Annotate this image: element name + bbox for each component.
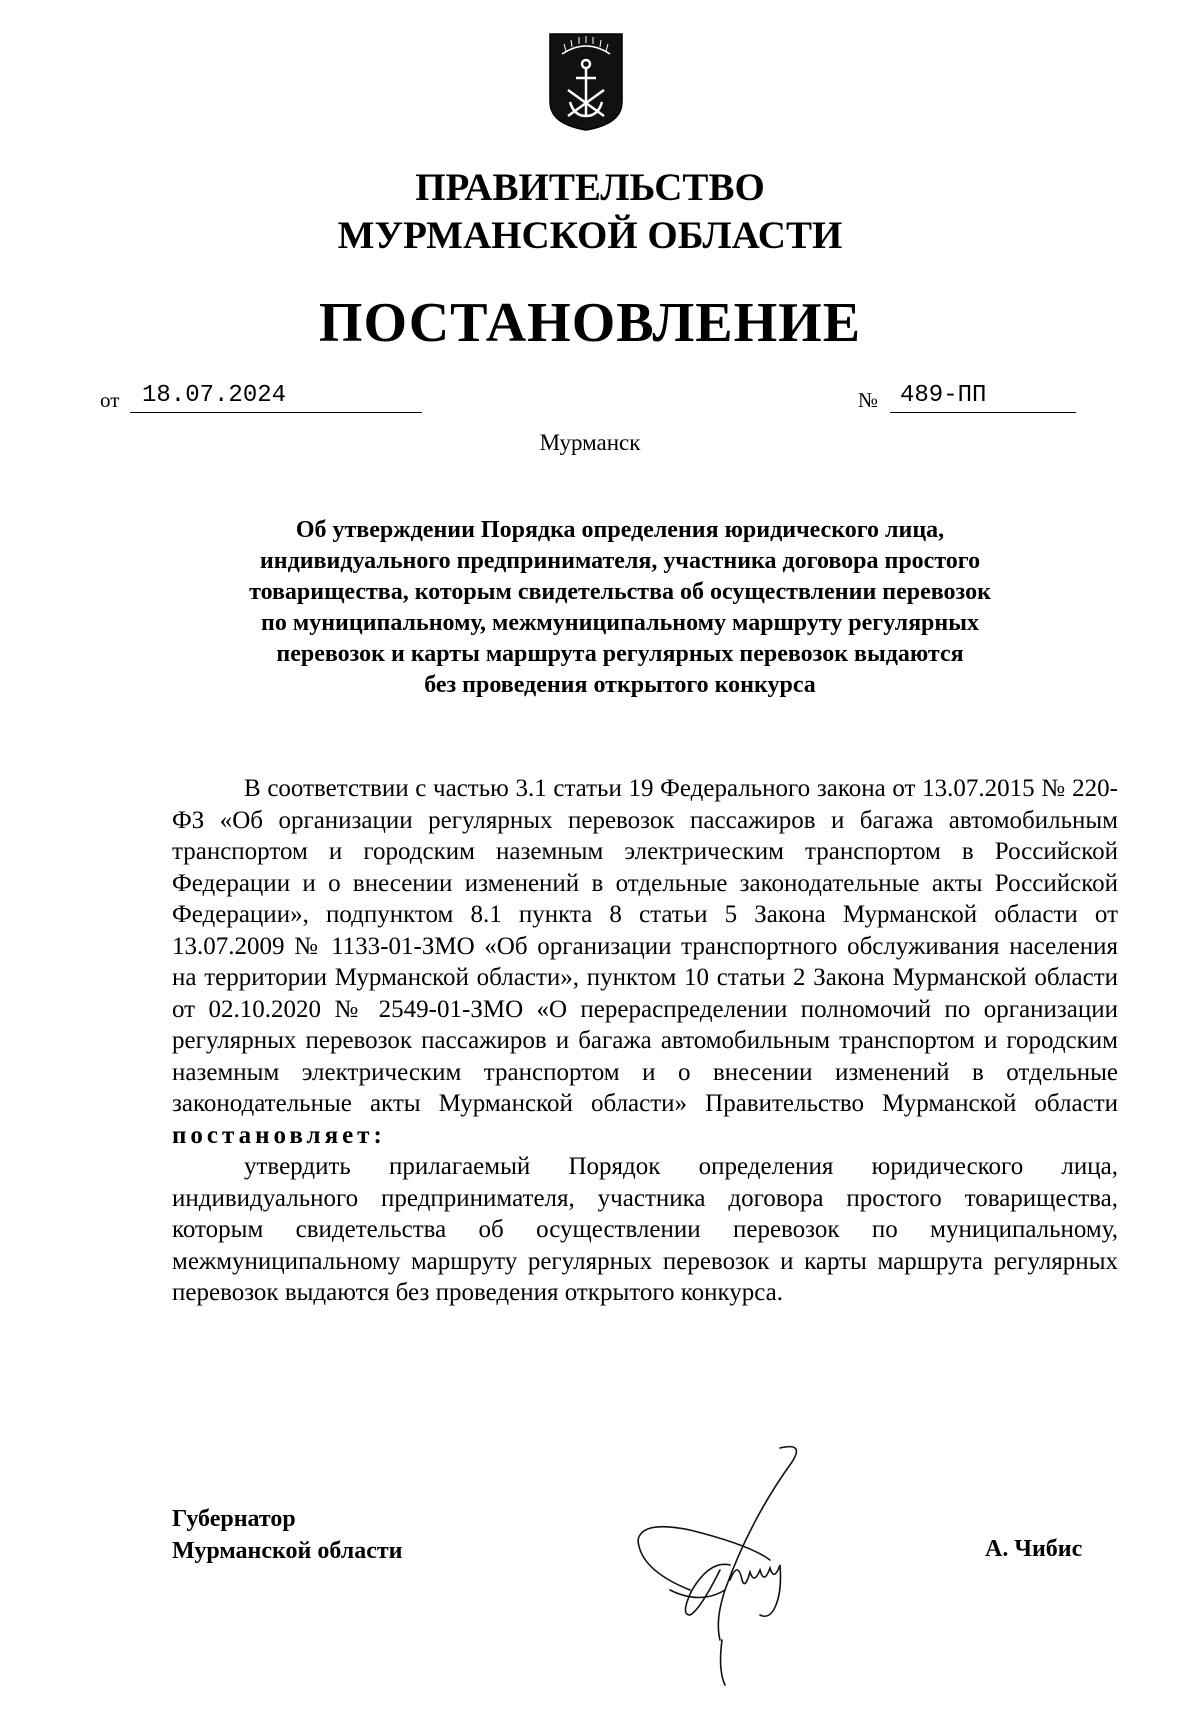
date-prefix: от [100,388,120,412]
position-line2: Мурманской области [172,1538,403,1564]
organization-name-line2: МУРМАНСКОЙ ОБЛАСТИ [337,214,843,257]
number-prefix: № [858,388,879,412]
date-number-row [100,380,1080,420]
signature-icon [630,1440,850,1690]
signatory-position [172,1503,402,1567]
document-date: 18.07.2024 [130,380,422,413]
title-line: по муниципальному, межмуниципальному маршруту регулярных [261,610,979,636]
title-line: без проведения открытого конкурса [424,672,816,698]
organization-name-line1: ПРАВИТЕЛЬСТВО [415,166,765,209]
preamble-text: В соответствии с частью 3.1 статьи 19 Федерального закона от 13.07.2015 № 220-ФЗ «Об организации регулярных перевозок пассажиров и багажа автомобильным транспортом и городским наземным электрическим транспортом в Российской Федерации и о внесении изменений в отдельные законодательные акты Российской Федерации», подпунктом 8.1 пункта 8 статьи 5 Закона Мурманской области от 13.07.2009 № 1133-01-ЗМО «Об организации транспортного обслуживания населения на территории Мурманской области», пунктом 10 статьи 2 Закона Мурманской области от 02.10.2020 № 2549-01-ЗМО «О перераспределении полномочий по организации регулярных перевозок пассажиров и багажа автомобильным транспортом и городским наземным электрическим транспортом и о внесении изменений в отдельные законодательные акты Мурманской области» Правительство Мурманской области [172,775,1118,1117]
title-line: товарищества, которым свидетельства об осуществлении перевозок [249,579,991,605]
body-paragraph-preamble [172,773,1118,1151]
title-line: индивидуального предпринимателя, участника договора простого [259,548,981,574]
signatory-name: А. Чибис [985,1536,1083,1562]
position-line1: Губернатор [172,1506,296,1532]
resolves-keyword: постановляет: [172,1121,386,1149]
body-paragraph-resolution: утвердить прилагаемый Порядок определения юридического лица, индивидуального предпринимателя, участника договора простого товарищества, которым свидетельства об осуществлении перевозок по муниципальному, межмуниципальному маршруту регулярных перевозок и карты маршрута регулярных перевозок выдаются без проведения открытого конкурса. [172,1153,1118,1306]
document-number: 489-ПП [890,380,1076,413]
title-line: перевозок и карты маршрута регулярных перевозок выдаются [276,641,964,667]
title-line: Об утверждении Порядка определения юридического лица, [295,517,945,543]
city: Мурманск [539,430,641,455]
document-body [172,773,1118,1309]
document-type: ПОСТАНОВЛЕНИЕ [318,292,862,354]
coat-of-arms-icon [548,32,624,132]
document-title [170,515,1070,701]
